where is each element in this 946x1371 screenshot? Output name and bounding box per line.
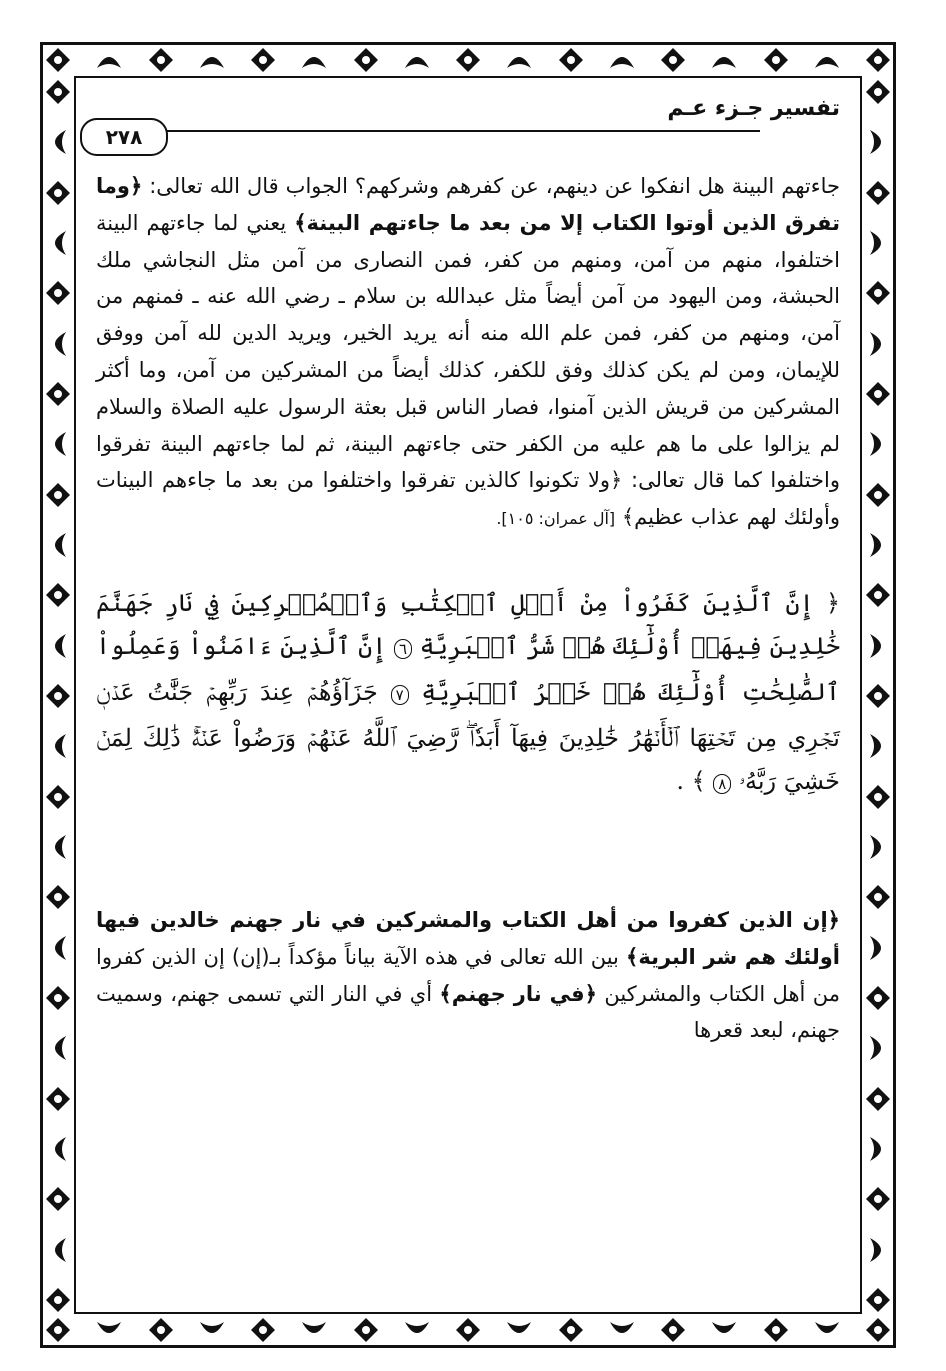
ornament-motif-icon bbox=[300, 1316, 328, 1344]
ornament-border-bottom bbox=[44, 1316, 892, 1344]
ornament-motif-icon bbox=[44, 833, 72, 861]
ornament-motif-icon bbox=[864, 330, 892, 358]
ornament-motif-icon bbox=[864, 581, 892, 609]
ornament-motif-icon bbox=[864, 481, 892, 509]
ornament-motif-icon bbox=[44, 1286, 72, 1314]
ornament-motif-icon bbox=[44, 883, 72, 911]
verse-open-bracket: ﴿ bbox=[825, 588, 840, 617]
quoted-verse: ﴿إن الذين كفروا من أهل الكتاب والمشركين في نار جهنم خالدين فيها أولئك هم شر البرية﴾ bbox=[96, 907, 840, 969]
ornament-motif-icon bbox=[813, 46, 841, 74]
page-header bbox=[90, 96, 846, 149]
ornament-motif-icon bbox=[864, 128, 892, 156]
ornament-motif-icon bbox=[710, 46, 738, 74]
ornament-motif-icon bbox=[864, 682, 892, 710]
ornament-motif-icon bbox=[864, 1085, 892, 1113]
ornament-motif-icon bbox=[762, 46, 790, 74]
ornament-motif-icon bbox=[44, 632, 72, 660]
ornament-motif-icon bbox=[454, 1316, 482, 1344]
running-title: تفسير جـزء عـم bbox=[667, 96, 840, 121]
ornament-motif-icon bbox=[864, 883, 892, 911]
quoted-verse: ﴿ولا تكونوا كالذين تفرقوا واختلفوا من بعد ما جاءهم البينات وأولئك لهم عذاب عظيم﴾ bbox=[96, 468, 840, 530]
ornament-motif-icon bbox=[557, 1316, 585, 1344]
ornament-motif-icon bbox=[44, 682, 72, 710]
verse-text-6: إِنَّ ٱلَّذِينَ كَفَرُواْ مِنْ أَهۡلِ ٱلۡكِتَٰبِ وَٱلۡمُشۡرِكِينَ فِي نَارِ جَهَنَّمَ خَٰلِدِينَ فِيهَآۚ أُوْلَٰٓئِكَ هُمۡ شَرُّ ٱلۡبَرِيَّةِ bbox=[96, 588, 840, 660]
ornament-motif-icon bbox=[864, 46, 892, 74]
ornament-motif-icon bbox=[198, 1316, 226, 1344]
ornament-motif-icon bbox=[608, 1316, 636, 1344]
ornament-motif-icon bbox=[505, 46, 533, 74]
tafsir-paragraph-2 bbox=[96, 902, 840, 1049]
verse-reference: [آل عمران: ١٠٥]. bbox=[496, 509, 616, 529]
ornament-motif-icon bbox=[864, 1135, 892, 1163]
ornament-border-left bbox=[44, 78, 72, 1314]
ornament-motif-icon bbox=[864, 1034, 892, 1062]
ornament-motif-icon bbox=[44, 1135, 72, 1163]
ornament-motif-icon bbox=[44, 984, 72, 1012]
ornament-motif-icon bbox=[44, 481, 72, 509]
quran-verses-block bbox=[96, 582, 840, 806]
ornament-motif-icon bbox=[249, 1316, 277, 1344]
ornament-motif-icon bbox=[864, 229, 892, 257]
ornament-motif-icon bbox=[44, 1085, 72, 1113]
ornament-motif-icon bbox=[864, 279, 892, 307]
ornament-motif-icon bbox=[44, 179, 72, 207]
ornament-motif-icon bbox=[659, 46, 687, 74]
page-body bbox=[96, 168, 840, 1049]
ornament-motif-icon bbox=[95, 1316, 123, 1344]
ornament-motif-icon bbox=[198, 46, 226, 74]
ornament-motif-icon bbox=[95, 46, 123, 74]
ornament-motif-icon bbox=[608, 46, 636, 74]
ornament-motif-icon bbox=[147, 1316, 175, 1344]
para1-intro: جاءتهم البينة هل انفكوا عن دينهم، عن كفرهم وشركهم؟ الجواب قال الله تعالى: bbox=[149, 174, 840, 198]
ornament-motif-icon bbox=[864, 531, 892, 559]
ornament-motif-icon bbox=[44, 1185, 72, 1213]
ornament-motif-icon bbox=[44, 330, 72, 358]
ornament-motif-icon bbox=[352, 1316, 380, 1344]
ornament-motif-icon bbox=[44, 732, 72, 760]
ornament-motif-icon bbox=[403, 1316, 431, 1344]
ornament-motif-icon bbox=[44, 1236, 72, 1264]
ornament-motif-icon bbox=[864, 833, 892, 861]
ornament-motif-icon bbox=[403, 46, 431, 74]
para2-body-1: بين الله تعالى في هذه الآية بياناً مؤكداً بـ(إن) إن الذين كفروا من أهل الكتاب والمشركين bbox=[96, 944, 840, 1006]
ornament-motif-icon bbox=[505, 1316, 533, 1344]
ornament-motif-icon bbox=[864, 934, 892, 962]
ornament-motif-icon bbox=[249, 46, 277, 74]
page-number: ٢٧٨ bbox=[80, 118, 168, 156]
ornament-motif-icon bbox=[44, 380, 72, 408]
ornament-motif-icon bbox=[44, 934, 72, 962]
ornament-motif-icon bbox=[710, 1316, 738, 1344]
verse-text-7: إِنَّ ٱلَّذِينَ ءَامَنُواْ وَعَمِلُواْ ٱلصَّٰلِحَٰتِ أُوْلَٰٓئِكَ هُمۡ خَيۡرُ ٱلۡبَرِيَّةِ bbox=[96, 631, 840, 706]
ornament-motif-icon bbox=[864, 179, 892, 207]
ornament-motif-icon bbox=[864, 632, 892, 660]
quoted-verse: ﴿في نار جهنم﴾ bbox=[439, 981, 597, 1006]
ornament-motif-icon bbox=[864, 984, 892, 1012]
para1-body: يعني لما جاءتهم البينة اختلفوا، منهم من آمن، ومنهم من كفر، فمن النصارى من آمن مثل النجاشي ملك الحبشة، ومن اليهود من آمن أيضاً مثل عبدالله بن سلام ـ رضي الله عنه ـ فمنهم من آمن، ومنهم من كفر، فمن علم الله منه أنه يريد الخير، ويريد الدين لله آمن ووفق للإيمان، ومن لم يكن كذلك وفق للكفر، كذلك أيضاً من المشركين من آمن، وما أكثر المشركين من قريش الذين آمنوا، فصار الناس قبل بعثة الرسول عليه الصلاة والسلام لم يزالوا على ما هم عليه من الكفر حتى جاءتهم البينة، ثم لما جاءتهم البينة تفرقوا واختلفوا كما قال تعالى: bbox=[96, 210, 840, 493]
ornament-motif-icon bbox=[864, 1236, 892, 1264]
ornament-motif-icon bbox=[864, 1185, 892, 1213]
ornament-motif-icon bbox=[44, 783, 72, 811]
ornament-motif-icon bbox=[762, 1316, 790, 1344]
ornament-motif-icon bbox=[864, 380, 892, 408]
ornament-motif-icon bbox=[864, 732, 892, 760]
verse-number-7: ٧ bbox=[391, 685, 409, 705]
ornament-motif-icon bbox=[300, 46, 328, 74]
ornament-motif-icon bbox=[557, 46, 585, 74]
ornament-motif-icon bbox=[659, 1316, 687, 1344]
ornament-motif-icon bbox=[864, 78, 892, 106]
ornament-border-right bbox=[864, 78, 892, 1314]
ornament-motif-icon bbox=[44, 78, 72, 106]
ornament-motif-icon bbox=[44, 229, 72, 257]
ornament-motif-icon bbox=[352, 46, 380, 74]
verse-number-6: ٦ bbox=[394, 639, 412, 659]
quoted-verse: ﴿وما تفرق الذين أوتوا الكتاب إلا من بعد ما جاءتهم البينة﴾ bbox=[96, 174, 840, 235]
ornament-motif-icon bbox=[454, 46, 482, 74]
ornament-motif-icon bbox=[864, 1316, 892, 1344]
ornament-motif-icon bbox=[44, 1034, 72, 1062]
tafsir-paragraph-1 bbox=[96, 168, 840, 538]
ornament-motif-icon bbox=[44, 128, 72, 156]
ornament-motif-icon bbox=[864, 430, 892, 458]
verse-close-bracket: ﴾ . bbox=[676, 766, 706, 795]
ornament-motif-icon bbox=[44, 46, 72, 74]
ornament-motif-icon bbox=[44, 279, 72, 307]
ornament-motif-icon bbox=[813, 1316, 841, 1344]
ornament-motif-icon bbox=[864, 1286, 892, 1314]
para2-body-2: أي في النار التي تسمى جهنم، وسميت جهنم، لبعد قعرها bbox=[96, 981, 840, 1043]
ornament-motif-icon bbox=[44, 581, 72, 609]
verse-text-8: جَزَآؤُهُمۡ عِندَ رَبِّهِمۡ جَنَّٰتُ عَدۡنٖ تَجۡرِي مِن تَحۡتِهَا ٱلۡأَنۡهَٰرُ خَٰلِدِينَ فِيهَآ أَبَدٗاۖ رَّضِيَ ٱللَّهُ عَنۡهُمۡ وَرَضُواْ عَنۡهُۚ ذَٰلِكَ لِمَنۡ خَشِيَ رَبَّهُۥ bbox=[96, 677, 840, 795]
ornament-motif-icon bbox=[44, 531, 72, 559]
verse-number-8: ٨ bbox=[713, 774, 731, 794]
ornament-motif-icon bbox=[864, 783, 892, 811]
ornament-motif-icon bbox=[147, 46, 175, 74]
ornament-border-top bbox=[44, 46, 892, 74]
ornament-motif-icon bbox=[44, 1316, 72, 1344]
ornament-motif-icon bbox=[44, 430, 72, 458]
header-rule bbox=[90, 130, 760, 132]
